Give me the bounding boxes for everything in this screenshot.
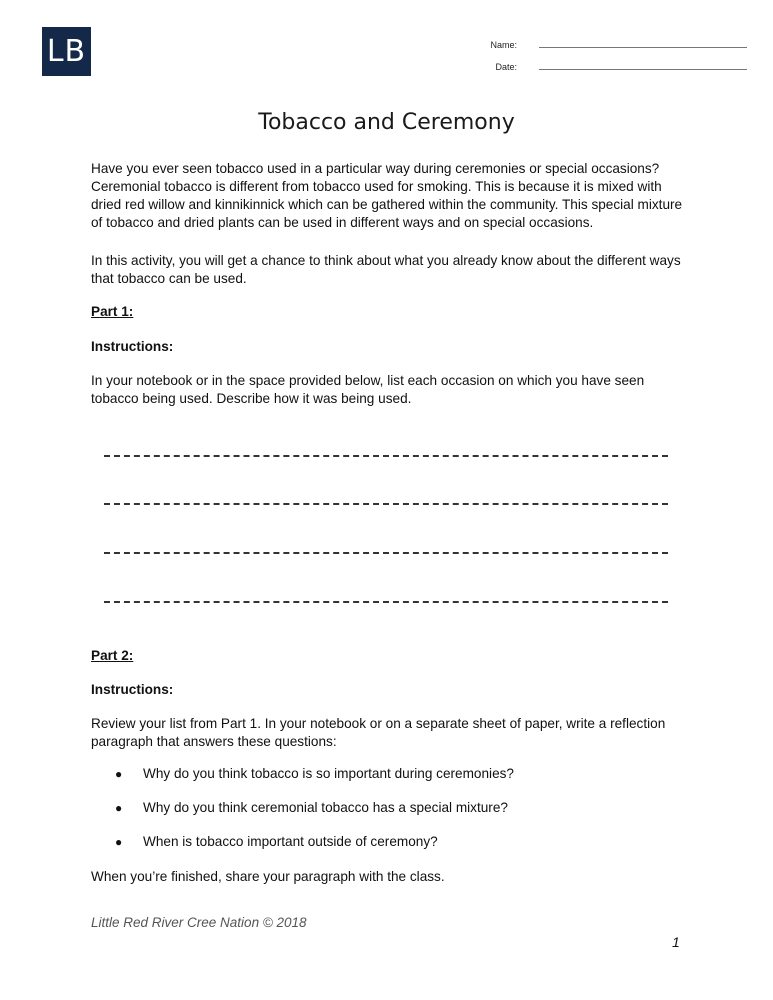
name-label: Name: (490, 40, 517, 50)
question-item (115, 833, 438, 851)
part2-description: Review your list from Part 1. In your notebook or on a separate sheet of paper, write a reflection paragraph that answers these questions: (91, 716, 666, 749)
page-title: Tobacco and Ceremony (258, 110, 515, 135)
question-text: When is tobacco important outside of ceremony? (143, 834, 438, 849)
date-label: Date: (495, 62, 517, 72)
activity-paragraph: In this activity, you will get a chance to think about what you already know about the different ways that tobacco can be used. (91, 253, 681, 286)
logo: LB (42, 27, 91, 76)
bullet-icon: ● (115, 835, 123, 849)
page-number: 1 (672, 934, 680, 950)
part2-heading: Part 2: (91, 648, 134, 663)
name-input-line[interactable] (539, 47, 747, 48)
answer-line-3[interactable] (104, 552, 668, 554)
name-field[interactable] (473, 40, 517, 50)
answer-line-4[interactable] (104, 601, 668, 603)
bullet-icon: ● (115, 767, 123, 781)
question-item (115, 765, 514, 783)
footer-copyright: Little Red River Cree Nation © 2018 (91, 915, 307, 930)
question-item (115, 799, 508, 817)
part1-description: In your notebook or in the space provided below, list each occasion on which you have seen tobacco being used. Describe how it was being used. (91, 373, 645, 406)
intro-paragraph: Have you ever seen tobacco used in a particular way during ceremonies or special occasions? Ceremonial tobacco is different from tobacco used for smoking. This is because it is mixed with dried red willow and kinnikinnick which can be gathered within the community. This special mixture of tobacco and dried plants can be used in different ways and on special occasions. (91, 161, 683, 230)
part1-heading: Part 1: (91, 304, 134, 319)
answer-line-1[interactable] (104, 455, 668, 457)
part2-instructions-label: Instructions: (91, 682, 174, 697)
bullet-icon: ● (115, 801, 123, 815)
closing-instruction: When you’re finished, share your paragraph with the class. (91, 869, 445, 884)
date-field[interactable] (473, 62, 517, 72)
answer-line-2[interactable] (104, 503, 668, 505)
question-text: Why do you think ceremonial tobacco has a special mixture? (143, 800, 508, 815)
question-text: Why do you think tobacco is so important during ceremonies? (143, 766, 514, 781)
date-input-line[interactable] (539, 69, 747, 70)
part1-instructions-label: Instructions: (91, 339, 174, 354)
